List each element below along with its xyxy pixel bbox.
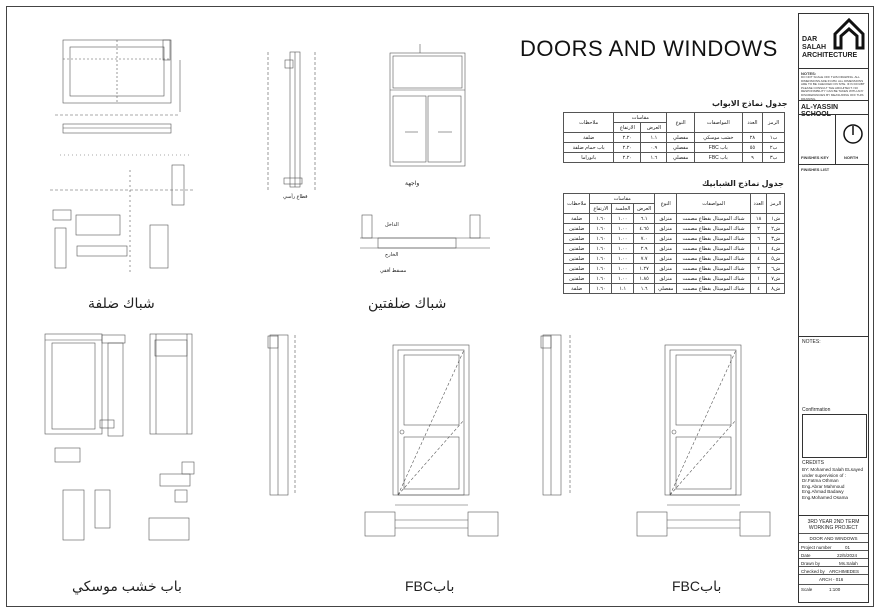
notes-label: NOTES: <box>801 71 817 76</box>
cell: ٢.٩ <box>634 244 655 254</box>
cell: ش٥ <box>767 254 785 264</box>
cell: ب٣ <box>763 153 785 163</box>
cell: ضلفتين <box>564 274 590 284</box>
caption-window-double: شباك ضلفتين <box>368 295 447 311</box>
col-type: النوع <box>667 113 695 133</box>
credit-line: Eng.Mohamed Osama <box>802 494 848 500</box>
cell: باب FBC <box>694 153 742 163</box>
cell: ١.٠٠ <box>612 274 634 284</box>
table-row <box>564 274 785 284</box>
cell: ش٧ <box>767 274 785 284</box>
cell: شباك الموميتال بقطاع مصمت <box>677 284 750 294</box>
cell: ٢ <box>750 264 767 274</box>
cell: ١.٨٥ <box>634 274 655 284</box>
col-spec: المواصفات <box>677 194 750 214</box>
north-label: NORTH <box>844 155 859 160</box>
notes-text: DO NOT SCALE OFF THIS DRAWING. ALL DIMENSIONS ARE IN MM. ALL DIMENSIONS ARE TO BE CHECKED ON SITE. IF IN DOUBT PLEASE CONSULT THE ARCHITECT. NO RESPONSIBILITY CAN BE TAKEN WITH ANY DISCREPANCIES BY MEASURING OFF THIS DRAWING. <box>801 75 865 101</box>
cell: ٢٨ <box>742 133 763 143</box>
cell: ١.٠٠ <box>612 234 634 244</box>
cell: بانوراما <box>564 153 614 163</box>
cell: ٢.٢٠ <box>614 133 641 143</box>
caption-fbc-door-1: FBCباب <box>405 578 455 594</box>
cell: ٥٥ <box>742 143 763 153</box>
table-row <box>564 153 785 163</box>
notes-section <box>799 69 868 101</box>
cell: شباك الموميتال بقطاع مصمت <box>677 274 750 284</box>
cell: ش٦ <box>767 264 785 274</box>
cell: ١.٦٠ <box>590 264 612 274</box>
cell: ٠.٩ <box>641 143 667 153</box>
cell: ١.٦ <box>641 153 667 163</box>
cell: ضلفة <box>564 214 590 224</box>
cell: ضلفتين <box>564 244 590 254</box>
house-logo-icon <box>832 16 866 50</box>
confirmation-label: Confirmation <box>802 407 831 413</box>
cell: شباك الموميتال بقطاع مصمت <box>677 244 750 254</box>
cell: ش١ <box>767 214 785 224</box>
cell: ب١ <box>763 133 785 143</box>
cell: ١٨ <box>750 214 767 224</box>
col-code: الرمز <box>767 194 785 214</box>
cell: ٦.١ <box>634 214 655 224</box>
cell: ٢.٢٠ <box>614 153 641 163</box>
row-value: Ms.Salah <box>839 561 858 566</box>
cell: منزلق <box>655 274 677 284</box>
table-row <box>564 224 785 234</box>
cell: ضلفتين <box>564 224 590 234</box>
col-spec: المواصفات <box>694 113 742 133</box>
tb-row-drawn-by <box>799 558 868 566</box>
credits-label: CREDITS <box>802 460 824 466</box>
cell: ش٣ <box>767 234 785 244</box>
cell: مفصلي <box>667 133 695 143</box>
col-dims: مقاسات <box>590 194 655 204</box>
table-row <box>564 234 785 244</box>
tb-row-checked-by <box>799 566 868 574</box>
credit-line: Eng.Abrar Mahmoud <box>802 483 845 489</box>
firm-line: ARCHITECTURE <box>802 52 858 59</box>
col-sill: الجلسة <box>612 204 634 214</box>
row-label: Project number <box>801 545 832 550</box>
cell: ٦ <box>750 234 767 244</box>
firm-line: SALAH <box>802 44 827 51</box>
table-row <box>564 244 785 254</box>
cell: ١.٠٠ <box>612 264 634 274</box>
tb-row-project-number <box>799 542 868 550</box>
row-label: Date <box>801 553 811 558</box>
cell: منزلق <box>655 254 677 264</box>
row-label: Scale <box>801 587 813 592</box>
finishes-list-label: FINISHES LIST <box>801 167 830 172</box>
cell: ١.٦٠ <box>590 234 612 244</box>
cell: ٧.٠ <box>634 234 655 244</box>
fbc-door-2-drawings <box>541 335 770 536</box>
col-height: الارتفاع <box>614 123 641 133</box>
wood-door-drawings <box>45 334 194 540</box>
cell: ٤ <box>750 284 767 294</box>
cell: ٤ <box>750 254 767 264</box>
fbc-door-1-drawings <box>268 335 498 536</box>
window-double-drawings <box>268 44 490 248</box>
tb-row-date <box>799 550 868 558</box>
cell: ١.٠٠ <box>612 254 634 264</box>
col-type: النوع <box>655 194 677 214</box>
cell: ٢.٢٠ <box>614 143 641 153</box>
label-outside: الخارج <box>385 252 399 258</box>
cell: ١.٦٠ <box>590 224 612 234</box>
finishes-list-section <box>799 165 868 337</box>
cell: ب٢ <box>763 143 785 153</box>
cell: ١ <box>750 274 767 284</box>
label-elevation: واجهة <box>405 181 420 187</box>
cell: منزلق <box>655 214 677 224</box>
credit-line: BY: Mohamed Salah ELsayed <box>802 467 864 472</box>
table-row <box>564 254 785 264</box>
cell: ١.٠٠ <box>612 214 634 224</box>
cell: خشب موسكي <box>694 133 742 143</box>
cell: باب حمام ضلفة <box>564 143 614 153</box>
cell: ١.٦٠ <box>590 244 612 254</box>
drawing-title: DOOR AND WINDOWS <box>799 533 868 543</box>
tb-row-sheet-number <box>799 574 868 584</box>
cell: ٤.٦٥ <box>634 224 655 234</box>
cell: منزلق <box>655 234 677 244</box>
cell: ضلفتين <box>564 264 590 274</box>
label-section: قطاع رأسي <box>283 194 308 200</box>
cell: ١.٠٠ <box>612 224 634 234</box>
divider <box>799 515 868 516</box>
col-notes: ملاحظات <box>564 113 614 133</box>
cell: ١.٢٧ <box>634 264 655 274</box>
window-single-elevation <box>50 40 195 275</box>
cell: ١.٦٠ <box>590 214 612 224</box>
row-label: Checked by <box>801 569 825 574</box>
cell: مفصلي <box>655 284 677 294</box>
col-count: العدد <box>750 194 767 214</box>
project-name: AL-YASSIN SCHOOL <box>801 104 839 118</box>
cell: منزلق <box>655 264 677 274</box>
cell: منزلق <box>655 244 677 254</box>
row-value: 01 <box>845 545 851 550</box>
divider <box>835 115 836 164</box>
north-arrow-icon <box>842 123 864 145</box>
cell: ١.١ <box>612 284 634 294</box>
col-count: العدد <box>742 113 763 133</box>
cell: شباك الموميتال بقطاع مصمت <box>677 214 750 224</box>
course-stage: WORKING PROJECT <box>808 525 859 531</box>
col-code: الرمز <box>763 113 785 133</box>
cell: ١.١ <box>641 133 667 143</box>
cell: ٢ <box>750 224 767 234</box>
cell: شباك الموميتال بقطاع مصمت <box>677 264 750 274</box>
course-info <box>799 519 868 531</box>
col-height: الارتفاع <box>590 204 612 214</box>
cell: شباك الموميتال بقطاع مصمت <box>677 234 750 244</box>
cell: ضلفتين <box>564 234 590 244</box>
cell: ٧.٧ <box>634 254 655 264</box>
cell: ١.٦٠ <box>590 254 612 264</box>
label-plan: مسقط أفقي <box>380 268 407 274</box>
row-label: Drawn by <box>801 561 821 566</box>
cell: ١.٦٠ <box>590 274 612 284</box>
col-width: العرض <box>634 204 655 214</box>
col-notes: ملاحظات <box>564 194 590 214</box>
cell: منزلق <box>655 224 677 234</box>
col-dims: مقاسات <box>614 113 667 123</box>
sheet-title: DOORS AND WINDOWS <box>520 36 778 61</box>
caption-fbc-door-2: FBCباب <box>672 578 722 594</box>
cell: مفصلي <box>667 143 695 153</box>
row-value: ARCHIMEDES <box>829 569 860 574</box>
finishes-north-section <box>799 115 868 165</box>
firm-logo-section <box>799 14 868 69</box>
cell: ش٢ <box>767 224 785 234</box>
caption-window-single: شباك ضلفة <box>88 295 155 311</box>
notes-2-label: NOTES: <box>802 339 821 345</box>
title-block <box>798 13 869 603</box>
table-row <box>564 133 785 143</box>
cell: ضلفتين <box>564 254 590 264</box>
firm-line: DAR <box>802 36 818 43</box>
doors-schedule-table <box>563 112 785 163</box>
row-value: 22/5/2024 <box>837 553 858 558</box>
cell: ١.٠٠ <box>612 244 634 254</box>
col-width: العرض <box>641 123 667 133</box>
credit-line: Dr.Fatma Othman <box>802 478 839 484</box>
label-inside: الداخل <box>385 222 399 228</box>
cell: ١ <box>750 244 767 254</box>
cell: ش٨ <box>767 284 785 294</box>
cell: ١.٦٠ <box>590 284 612 294</box>
credits-list <box>802 467 863 501</box>
table-row <box>564 284 785 294</box>
cell: ضلفة <box>564 133 614 143</box>
windows-schedule-title: جدول نماذج الشبابيك <box>702 179 784 188</box>
project-section <box>799 101 868 118</box>
doors-schedule-title: جدول نماذج الابواب <box>712 99 788 108</box>
tb-row-scale <box>799 584 868 594</box>
cell: مفصلي <box>667 153 695 163</box>
credit-line: Eng.Ahmad Badawy <box>802 489 844 495</box>
cell: ش٤ <box>767 244 785 254</box>
finishes-key-label: FINISHES KEY <box>801 155 829 160</box>
sheet-number: ARCH - 016 <box>819 577 844 582</box>
cell: باب FBC <box>694 143 742 153</box>
cell: شباك الموميتال بقطاع مصمت <box>677 224 750 234</box>
cell: ضلفة <box>564 284 590 294</box>
confirmation-box <box>802 414 867 458</box>
table-row <box>564 214 785 224</box>
cell: شباك الموميتال بقطاع مصمت <box>677 254 750 264</box>
scale-value: 1:100 <box>829 587 841 592</box>
cell: ٩ <box>742 153 763 163</box>
cell: ١.٦ <box>634 284 655 294</box>
table-row <box>564 264 785 274</box>
caption-wood-door: باب خشب موسكي <box>72 578 182 594</box>
credit-line: under supervision of : <box>802 472 846 478</box>
course-year: 3RD YEAR 2ND TERM <box>807 519 860 525</box>
table-row <box>564 143 785 153</box>
windows-schedule-table <box>563 193 785 294</box>
